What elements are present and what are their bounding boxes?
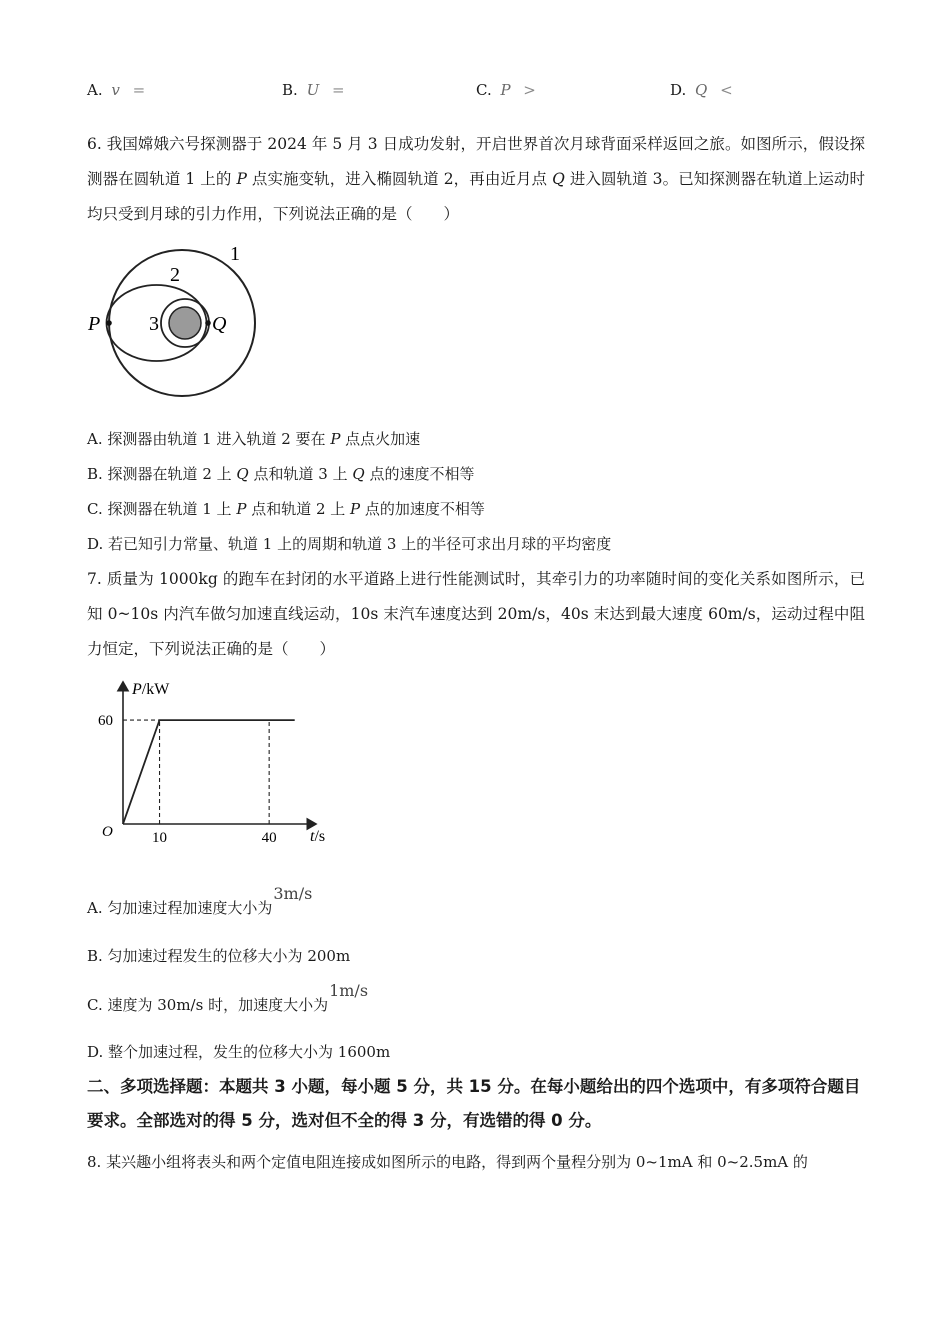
q5-option-d: D. Q <: [670, 81, 733, 99]
orbit-diagram: [84, 238, 264, 400]
q6-stem: 6. 我国嫦娥六号探测器于 2024 年 5 月 3 日成功发射，开启世界首次月球背面采样返回之旅。如图所示，假设探测器在圆轨道 1 上的 P 点实施变轨，进入椭圆轨道 2，再由近月点 Q 进入圆轨道 3。已知探测器在轨道上运动时均只受到月球的引力作用，下列说法正确的是（ ）: [87, 135, 865, 223]
y-tick-label-60: 60: [98, 713, 113, 730]
orbit-3-label: 3: [149, 313, 159, 335]
q6-option-b: B. 探测器在轨道 2 上 Q 点和轨道 3 上 Q 点的速度不相等: [87, 465, 475, 483]
power-time-chart: [90, 672, 340, 854]
orbit-2-label: 2: [170, 264, 180, 286]
q7-stem: 7. 质量为 1000kg 的跑车在封闭的水平道路上进行性能测试时，其牵引力的功率随时间的变化关系如图所示，已知 0~10s 内汽车做匀加速直线运动，10s 末汽车速度达到 20m/s，40s 末达到最大速度 60m/s，运动过程中阻力恒定，下列说法正确的是（ ）: [87, 570, 865, 658]
x-tick-label-40: 40: [261, 830, 277, 846]
q5-option-c: C. P >: [476, 81, 536, 99]
q7-option-c: C. 速度为 30m/s 时，加速度大小为1m/s: [87, 981, 369, 1014]
origin-label: O: [102, 824, 113, 840]
point-p-label: P: [88, 313, 101, 335]
q7-option-b: B. 匀加速过程发生的位移大小为 200m: [87, 947, 351, 965]
point-q-dot: [205, 320, 211, 326]
q5-option-a: A. v =: [87, 81, 146, 99]
x-tick-label-10: 10: [152, 830, 168, 846]
q6-option-a: A. 探测器由轨道 1 进入轨道 2 要在 P 点点火加速: [87, 430, 421, 448]
y-axis-label: P/kW: [132, 681, 170, 698]
q7-option-d: D. 整个加速过程，发生的位移大小为 1600m: [87, 1043, 391, 1061]
moon: [169, 307, 201, 339]
section-2-heading: 二、多项选择题：本题共 3 小题，每小题 5 分，共 15 分。在每小题给出的四个选项中，有多项符合题目要求。全部选对的得 5 分，选对但不全的得 3 分，有选错的得 0 分。: [87, 1077, 861, 1130]
point-q-label: Q: [212, 313, 227, 335]
q8-stem: 8. 某兴趣小组将表头和两个定值电阻连接成如图所示的电路，得到两个量程分别为 0~1mA 和 0~2.5mA 的: [87, 1153, 808, 1171]
guide-lines: [123, 720, 269, 824]
q6-option-c: C. 探测器在轨道 1 上 P 点和轨道 2 上 P 点的加速度不相等: [87, 500, 485, 518]
q5-option-b: B. U =: [282, 81, 345, 99]
x-axis-label: t/s: [310, 828, 326, 845]
point-p-dot: [106, 320, 112, 326]
q6-option-d: D. 若已知引力常量、轨道 1 上的周期和轨道 3 上的半径可求出月球的平均密度: [87, 535, 612, 553]
orbit-1-label: 1: [230, 243, 240, 265]
q7-option-a: A. 匀加速过程加速度大小为3m/s: [87, 884, 313, 917]
